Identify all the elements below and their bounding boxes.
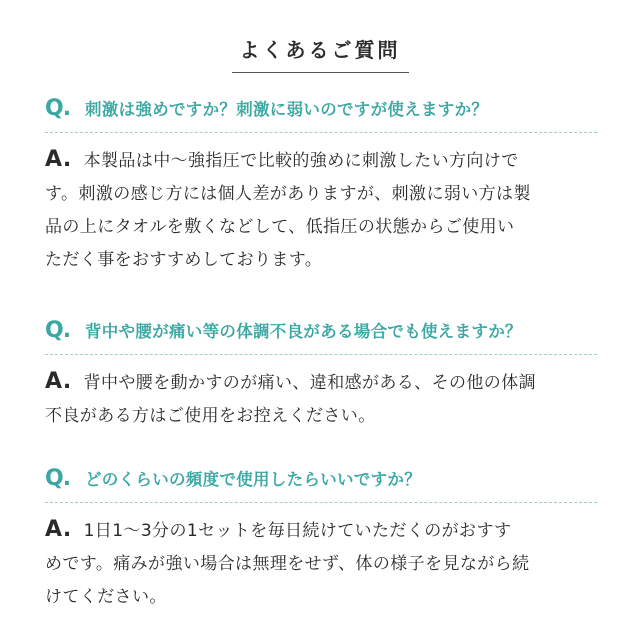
question-text: どのくらいの頻度で使用したらいいですか？: [85, 470, 421, 489]
question-row: [45, 96, 597, 122]
answer-line-2: めです。痛みが強い場合は無理をせず、体の様子を見ながら続: [45, 554, 530, 574]
answer-text: 本製品は中〜強指圧で比較的強めに刺激したい方向けで: [83, 151, 519, 171]
dashed-divider: [45, 354, 597, 355]
q-marker: Q.: [45, 96, 71, 121]
faq-item-3: [45, 466, 597, 614]
answer-block: [45, 365, 597, 433]
q-marker: Q.: [45, 318, 71, 343]
answer-line-3: 品の上にタオルを敷くなどして、低指圧の状態からご使用い: [45, 217, 515, 237]
answer-line-4: ただく事をおすすめしております。: [45, 250, 323, 270]
answer-line-1: [45, 365, 597, 400]
faq-item-2: [45, 318, 597, 433]
dashed-divider: [45, 132, 597, 133]
answer-line-1: [45, 513, 597, 548]
answer-line-2: す。刺激の感じ方には個人差がありますが、刺激に弱い方は製: [45, 184, 531, 204]
question-row: [45, 466, 597, 492]
answer-text: 1日1〜3分の1セットを毎日続けていただくのがおすす: [83, 521, 512, 541]
answer-line-3: けてください。: [45, 587, 167, 607]
answer-line-1: [45, 143, 597, 178]
answer-block: [45, 513, 597, 614]
a-marker: A.: [45, 369, 72, 394]
answer-line-2: 不良がある方はご使用をお控えください。: [45, 406, 376, 426]
q-marker: Q.: [45, 466, 71, 491]
a-marker: A.: [45, 517, 72, 542]
answer-text: 背中や腰を動かすのが痛い、違和感がある、その他の体調: [83, 373, 536, 393]
question-text: 背中や腰が痛い等の体調不良がある場合でも使えますか？: [85, 322, 522, 341]
faq-item-1: [45, 96, 597, 277]
a-marker: A.: [45, 147, 72, 172]
question-text: 刺激は強めですか？刺激に弱いのですが使えますか？: [85, 100, 489, 119]
title-wrap: [0, 34, 640, 73]
page-title: よくあるご質問: [232, 34, 409, 73]
answer-block: [45, 143, 597, 277]
question-row: [45, 318, 597, 344]
dashed-divider: [45, 502, 597, 503]
